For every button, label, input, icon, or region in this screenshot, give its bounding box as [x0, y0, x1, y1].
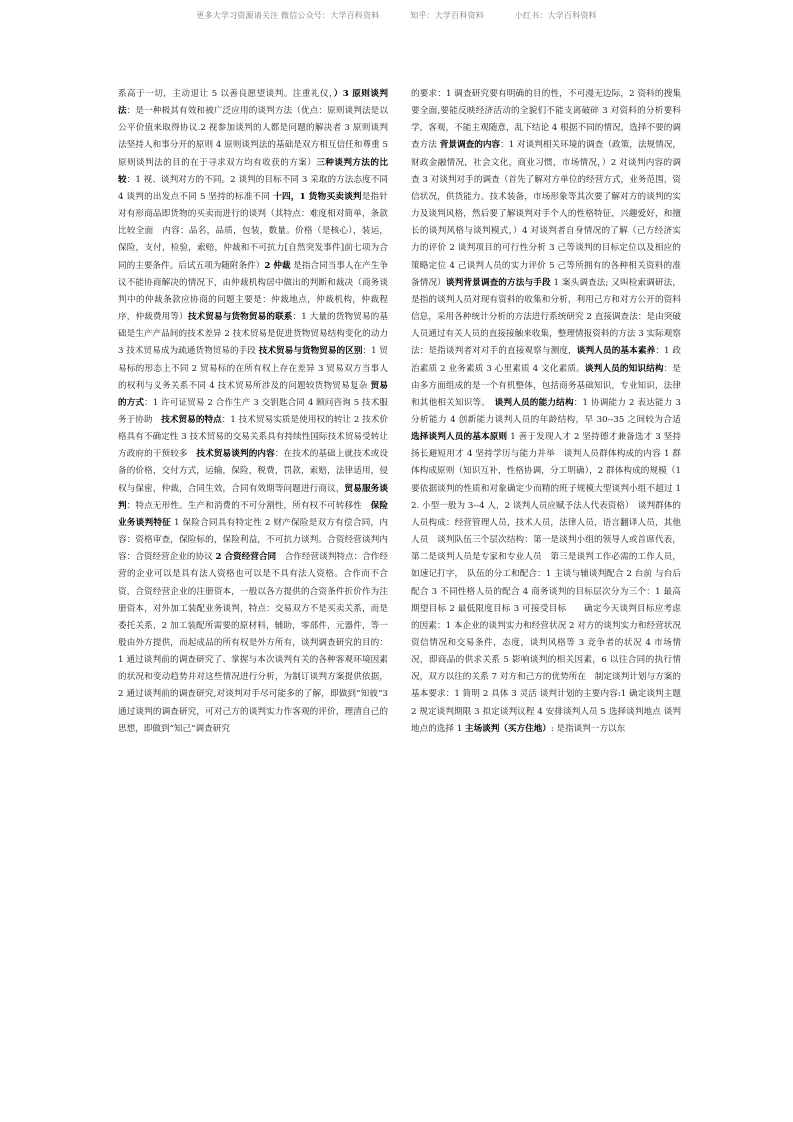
page-header — [0, 10, 793, 21]
header-wechat: 更多大学习资源请关注 微信公众号：大学百科资料 — [196, 11, 380, 20]
right-text-column — [411, 86, 690, 738]
bold-heading-term: 谈判背景调查的方法与手段 — [445, 277, 551, 288]
body-text-run: 是指针对有形商品即货物的买卖而进行的谈判（其特点：难度相对简单，条款比较全面 内容：品名，品质，包装，数量。价格（是核心），装运，保险，支付，检验，索赔，仲裁和不可抗力[自然突发事件]前七项为合同的主要条件。后试五项为随附条件） — [118, 191, 388, 271]
header-zhihu: 知乎：大学百科资料 — [410, 11, 484, 20]
bold-heading-term: 2 仲裁 — [264, 260, 291, 271]
body-text-run: 1 善于发现人才 2 坚持德才兼备选才 3 坚持扬长避短用才 4 坚持学历与能力并举 谈判人员群体构成的内容 1 群体构成原则（知识互补，性格协调，分工明确），2 群体构成的规模（1 要依据谈判的性质和对象确定少而精的班子规模大型谈判小组不超过 12. 小型一般为 3--4 人，2 谈判人员应赋予法人代表资格） 谈判群体的人员构成：经营管理人员，技术人员，法律人员，语言翻译人员，其他人员 谈判队伍三个层次结构：第一是谈判小组的领导人或首席代表，第二是谈判人员是专家和专业人员 第三是谈判工作必需的工作人员，如速记打字， 队伍的分工和配合：1 主谈与辅谈判配合 2 台前 与台后配合 3 不同性格人员的配合 4 商务谈判的目标层次分为三个：1 最高期望目标 2 最低限度目标 3 可接受目标 确定今天谈判目标应考虑的因素：1 本企业的谈判实力和经营状况 2 对方的谈判实力和经营状况资信情况和交易条件，态度，谈判风格等 3 竞争者的状况 4 市场情况，即商品的供求关系 5 影响谈判的相关因素，6 以往合同的执行情况，双方以往的关系 7 对方和己方的优势所在 制定谈判计划与方案的基本要求：1 简明 2 具体 3 灵活 谈判计划的主要内容:1 确定谈判主题 2 规定谈判期限 3 拟定谈判议程 4 安排谈判人员 5 选择谈判地点 谈判地点的选择 1 — [411, 432, 681, 734]
bold-heading-term: 2 合资经营合同 — [215, 552, 277, 563]
body-text-run: 系高于一切，主动退让 5 以善良愿望谈判。注重礼仪， — [118, 89, 334, 99]
bold-heading-term: 谈判人员的知识结构 — [584, 363, 664, 374]
bold-heading-term: 三种谈判方法的比较 — [118, 157, 388, 185]
body-text-run: ：1 协调能力 2 表达能力 3 分析能力 4 创新能力谈判人员的年龄结构，早 30--35 之间较为合适 — [411, 397, 690, 425]
bold-heading-term: 技术贸易谈判的内容 — [196, 449, 275, 460]
left-text-column — [118, 86, 388, 738]
bold-heading-term: 背景调查的内容 — [439, 140, 501, 151]
body-text-run: ：1 贸易标的形态上不同 2 贸易标的在所有权上存在差异 3 贸易双方当事人的权利与义务关系不同 4 技术贸易所涉及的问题较货物贸易复杂 — [118, 346, 388, 391]
body-text-run: ：在技术的基础上就技术或设备的价格，交付方式，运输，保险，税费，罚款，索赔，法律适用，侵权与保密，仲裁，合同生效，合同有效期等问题进行商议， — [118, 449, 388, 494]
bold-heading-term: ）3 原则谈判法 — [118, 89, 388, 117]
bold-heading-term: 技术贸易与货物贸易的区别 — [258, 346, 363, 357]
bold-heading-term: 贸易服务谈判 — [118, 483, 388, 511]
bold-heading-term: 选择谈判人员的基本原则 — [411, 432, 508, 443]
body-text-run: ：特点无形性。生产和消费的不可分割性，所有权不可转移性 — [126, 500, 371, 511]
body-text-run: 是指合同当事人在产生争议不能协商解决的情况下，由仲裁机构居中做出的判断和裁决（商务谈判中的仲裁条款应协商的问题主要是：仲裁地点，仲裁机构，仲裁程序，仲裁费用等） — [118, 260, 388, 323]
bold-heading-term: 主场谈判（买方住地） — [464, 723, 551, 734]
bold-heading-term: 技术贸易的特点 — [161, 414, 222, 425]
bold-heading-term: 谈判人员的能力结构 — [494, 397, 574, 408]
bold-heading-term: 谈判人员的基本素养 — [576, 346, 656, 357]
body-text-run: ：1 对谈判相关环境的调查（政策，法规情况，财政金融情况，社会文化，商业习惯，市场情况，）2 对谈判内容的调查 3 对谈判对手的调查（首先了解对方单位的经营方式，业务范围，资信状况，供货能力。技术装备，市场形象等其次要了解对方的谈判的实力及谈判风格，然后要了解谈判对手个人的性格特征，兴趣爱好，和擅长的谈判风格与谈判模式，）4 对谈判者自身情况的了解（己方经济实力的评价 2 谈判项目的可行性分析 3 己等谈判的目标定位以及相应的策略定位 4 己谈判人员的实力评价 5 己等所拥有的各种相关资料的准备情况） — [411, 140, 681, 288]
body-text-run: ：是一种极其有效和被广泛应用的谈判方法（优点：原则谈判法是以公平价值来取得协议.2 视参加谈判的人都是问题的解决者 3 原则谈判法坚持人和事分开的原则 4 原则谈判法的基础是双方相互信任和尊重 5 原则谈判法的目的在于寻求双方均有收获的方案） — [118, 106, 388, 168]
body-text-run: ：1 许可证贸易 2 合作生产 3 交钥匙合同 4 顾问咨询 5 技术服务于协助 — [118, 397, 388, 425]
body-text-run: ：1 大量的货物贸易的基础是生产产品间的技术差异 2 技术贸易是促进货物贸易结构变化的动力 3 技术贸易成为疏通货物贸易的手段 — [118, 312, 388, 357]
body-text-run: 1 案头调查法; 又叫检索调研法，是指的谈判人员对现有资料的收集和分析，利用己方和对方公开的资料信息，采用各种统计分析的方法进行系统研究 2 直接调查法：是由突破人员通过有关人员的直接接触来收集，整理情报资料的方法 3 实际观察法：是指谈判者对对手的直接观察与测度， — [411, 277, 681, 357]
body-text-run: ：1 技术贸易实质是使用权的转让 2 技术价格具有不确定性 3 技术贸易的交易关系具有持续性国际技术贸易受转让方政府的干预较多 — [118, 414, 388, 460]
bold-heading-term: 十四，1 货物买卖谈判 — [273, 191, 362, 202]
header-xiaohongshu: 小红书：大学百科资料 — [514, 11, 597, 20]
body-text-run: 1 保险合同具有特定性 2 财产保险是双方有偿合同，内容：资格审查，保险标的，保险利益，不可抗力谈判。合资经营谈判内容：合资经营企业的协议 — [118, 517, 388, 563]
bold-heading-term: 技术贸易与货物贸易的联系 — [187, 312, 293, 323]
body-text-run: ：1 视、谈判对方的不同。2 谈判的目标不同 3 采取的方法态度不同 4 谈判的出发点不同 5 坚持的标准不同 — [118, 174, 388, 202]
body-text-run: 合作经营谈判特点：合作经营的企业可以是具有法人资格也可以是不具有法人资格。合作而不合资，合资经营企业的注册资本，一般以各方提供的合资条件折价作为注册资本，对外加工装配业务谈判，特点：交易双方不是买卖关系，而是委托关系，2 加工装配所需要的原材料，辅助，零部件，元器件，等一般由外方提供，而起成品的所有权是外方所有，谈判调查研究的目的：1 通过谈判前的调查研究了、掌握与本次谈判有关的各种客观环境因素的状况和变动趋势并对这些情况进行分析，为制订谈判方案提供依据，2 通过谈判前的调查研究,对谈判对手尽可能多的了解，即做到“知彼”3 通过谈判的调查研究，可对己方的谈判实力作客观的评价，理清自己的思想，即做到“知己”调查研究 — [118, 552, 388, 734]
body-text-run: : 是指谈判一方以东 — [550, 723, 626, 734]
body-text-run: ：是由多方面组成的是一个有机整体，包括商务基础知识，专业知识，法律和其他相关知识等。 — [411, 363, 681, 408]
body-text-run: ：1 政治素质 2 业务素质 3 心里素质 4 文化素质。 — [411, 346, 681, 374]
bold-heading-term: 保险业务谈判特征 — [118, 500, 388, 528]
bold-heading-term: 贸易的方式 — [118, 380, 388, 408]
body-text-run: 的要求：1 调查研究要有明确的目的性，不可漫无边际，2 资料的搜集要全面,要能反映经济活动的全貌们不能支离破碎 3 对资料的分析要科学，客观，不能主观随意，乱下结论 4 根据不同的情况，选择不要的调查方法 — [411, 89, 681, 151]
